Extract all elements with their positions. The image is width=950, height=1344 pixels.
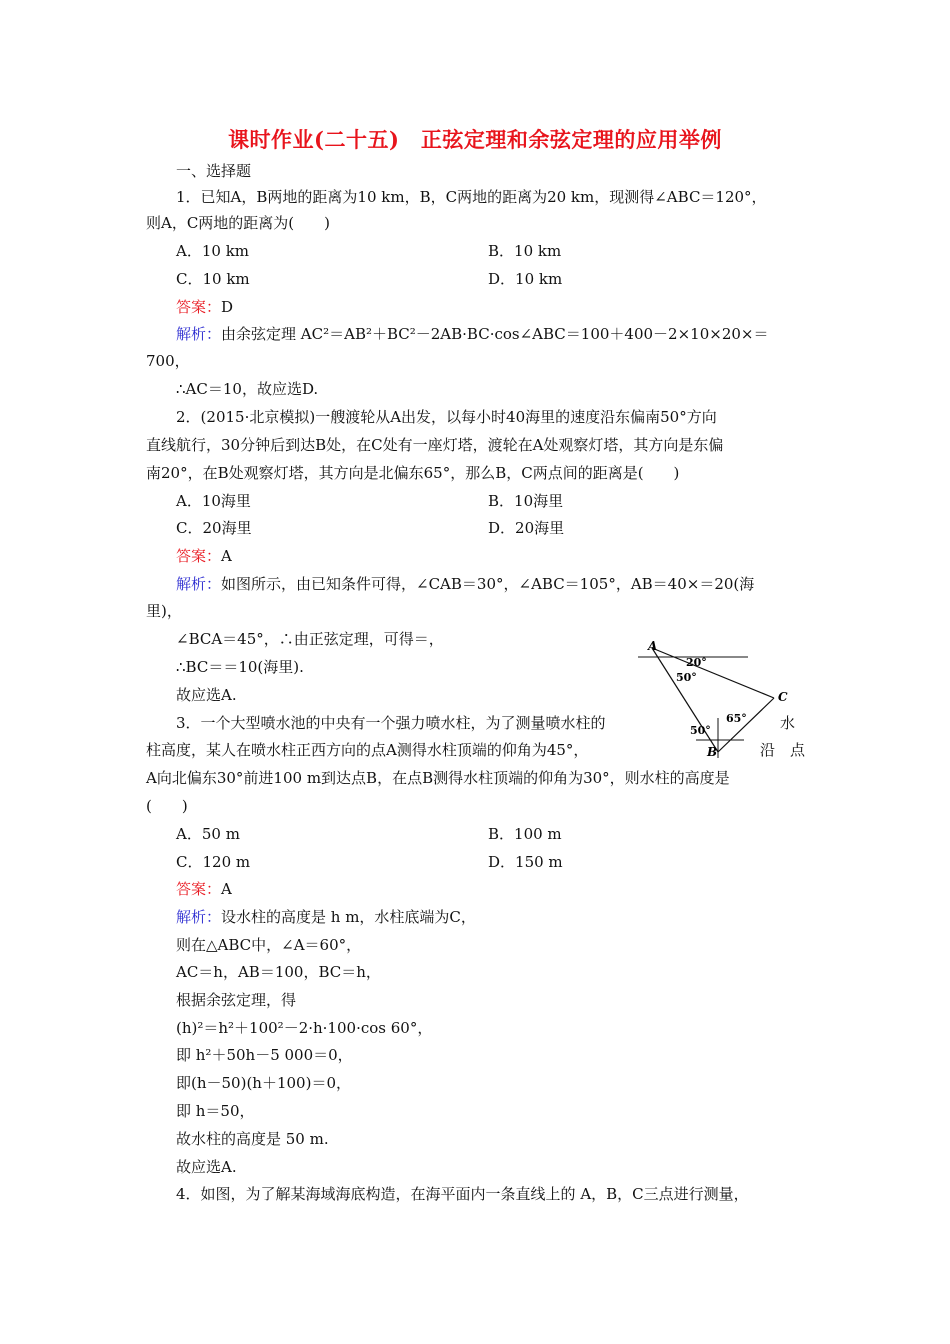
q3-option-d: D．150 m — [488, 853, 563, 871]
answer-label: 答案： — [176, 298, 222, 316]
q2-analysis-line-2: 里)， — [146, 602, 182, 620]
angle-label-50-bottom: 50° — [690, 724, 711, 737]
q2-stem-line-3: 南20°，在B处观察灯塔，其方向是北偏东65°，那么B，C两点间的距离是( ) — [146, 464, 680, 482]
q1-analysis-line-2: 700， — [146, 352, 190, 370]
q2-analysis-line-3: ∠BCA＝45°，∴由正弦定理，可得＝， — [176, 630, 444, 648]
q1-analysis-line-3: ∴AC＝10，故应选D. — [176, 380, 319, 398]
answer-value: A — [221, 547, 232, 565]
q2-analysis-line-5: 故应选A. — [176, 686, 237, 704]
q2-answer — [176, 547, 232, 565]
q3-option-c: C．120 m — [176, 853, 251, 871]
q3-stem-line-1-tail: 水 — [780, 714, 796, 732]
q3-analysis-line-2: 则在△ABC中，∠A＝60°， — [176, 936, 362, 954]
q3-analysis-line-3: AC＝h，AB＝100，BC＝h， — [176, 963, 381, 981]
q3-option-b: B．100 m — [488, 825, 562, 843]
q1-analysis-line-1 — [176, 325, 768, 343]
q3-option-a: A．50 m — [176, 825, 240, 843]
q2-analysis-line-4: ∴BC＝＝10(海里). — [176, 658, 304, 676]
q3-analysis-line-10: 故应选A. — [176, 1158, 237, 1176]
q3-stem-line-4: ( ) — [146, 797, 188, 815]
analysis-text: 如图所示，由已知条件可得，∠CAB＝30°，∠ABC＝105°，AB＝40×＝20(海 — [221, 575, 755, 593]
q3-analysis-line-7: 即(h－50)(h＋100)＝0， — [176, 1074, 351, 1092]
answer-label: 答案： — [176, 547, 222, 565]
q1-option-a: A．10 km — [176, 242, 250, 260]
q3-analysis-line-5: (h)²＝h²＋100²－2·h·100·cos 60°， — [176, 1019, 433, 1037]
q1-answer — [176, 298, 233, 316]
analysis-label: 解析： — [176, 325, 222, 343]
section-heading: 一、选择题 — [176, 162, 252, 180]
answer-label: 答案： — [176, 880, 222, 898]
q3-analysis-line-8: 即 h＝50， — [176, 1102, 255, 1120]
q1-option-c: C．10 km — [176, 270, 250, 288]
q3-analysis-line-4: 根据余弦定理，得 — [176, 991, 297, 1009]
q2-option-c: C．20海里 — [176, 519, 252, 537]
label-c: C — [778, 690, 788, 704]
q3-stem-line-2-tail: 沿 点 — [760, 741, 806, 759]
analysis-label: 解析： — [176, 908, 222, 926]
q3-analysis-line-9: 故水柱的高度是 50 m. — [176, 1130, 329, 1148]
q3-stem-line-1: 3．一个大型喷水池的中央有一个强力喷水柱，为了测量喷水柱的 — [176, 714, 606, 732]
q4-stem-line-1: 4．如图，为了解某海域海底构造，在海平面内一条直线上的 A，B，C三点进行测量， — [176, 1185, 749, 1203]
q1-option-d: D．10 km — [488, 270, 563, 288]
page-title: 课时作业(二十五) 正弦定理和余弦定理的应用举例 — [228, 127, 722, 152]
analysis-text: 设水柱的高度是 h m，水柱底端为C， — [221, 908, 476, 926]
q1-option-b: B．10 km — [488, 242, 562, 260]
angle-label-65: 65° — [726, 712, 747, 725]
q3-answer — [176, 880, 232, 898]
q2-stem-line-1: 2．(2015·北京模拟)一艘渡轮从A出发，以每小时40海里的速度沿东偏南50°方向 — [176, 408, 717, 426]
q1-stem-line-1: 1．已知A，B两地的距离为10 km，B，C两地的距离为20 km，现测得∠ABC＝120°， — [176, 188, 767, 206]
angle-label-50-top: 50° — [676, 671, 697, 684]
q3-stem-line-3: A向北偏东30°前进100 m到达点B，在点B测得水柱顶端的仰角为30°，则水柱的高度是 — [146, 769, 730, 787]
segment-ac — [652, 648, 774, 698]
q2-option-a: A．10海里 — [176, 492, 251, 510]
label-b: B — [707, 745, 718, 758]
q2-option-d: D．20海里 — [488, 519, 565, 537]
q3-stem-line-2: 柱高度，某人在喷水柱正西方向的点A测得水柱顶端的仰角为45°， — [146, 741, 589, 759]
label-a: A — [648, 640, 658, 653]
q3-analysis-line-6: 即 h²＋50h－5 000＝0， — [176, 1046, 353, 1064]
answer-value: D — [221, 298, 234, 316]
analysis-text: 由余弦定理 AC²＝AB²＋BC²－2AB·BC·cos∠ABC＝100＋400－2×10×20×＝ — [221, 325, 769, 343]
q2-option-b: B．10海里 — [488, 492, 564, 510]
answer-value: A — [221, 880, 232, 898]
q1-stem-line-2: 则A，C两地的距离为( ) — [146, 214, 331, 232]
angle-label-20: 20° — [686, 656, 707, 669]
analysis-label: 解析： — [176, 575, 222, 593]
q2-stem-line-2: 直线航行，30分钟后到达B处，在C处有一座灯塔，渡轮在A处观察灯塔，其方向是东偏 — [146, 436, 724, 454]
q3-analysis-line-1 — [176, 908, 476, 926]
q2-analysis-line-1 — [176, 575, 754, 593]
